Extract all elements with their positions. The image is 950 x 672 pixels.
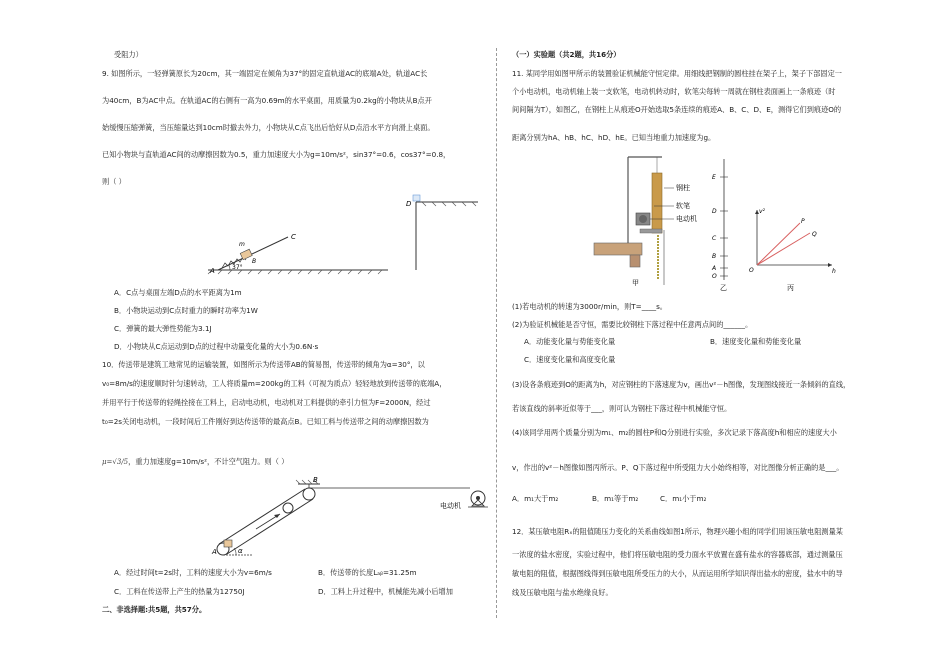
- q11-caption-bing: 丙: [787, 284, 794, 292]
- q9-label-b: B: [252, 258, 257, 265]
- q9-label-c: C: [291, 233, 296, 241]
- subsection-header-experiment: （一）实验题（共2题，共16分）: [512, 50, 621, 59]
- q11-part-4-option-a: A．m₁大于m₂: [512, 494, 559, 503]
- q9-label-m: m: [239, 241, 245, 248]
- q10-line-2: v₀=8m/s的速度顺时针匀速转动，工人将质量m=200kg的工料（可视为质点）轻轻地放到传送带的底端A，: [102, 379, 447, 388]
- q11-mark-b: B: [712, 253, 717, 260]
- q10-option-c: C．工料在传送带上产生的热量为12750J: [114, 587, 245, 596]
- q11-mark-e: E: [712, 174, 716, 181]
- q11-line-q-label: Q: [812, 231, 817, 238]
- q11-graph-y: v²: [759, 208, 765, 215]
- q9-option-a: A．C点与桌面左端D点的水平距离为1m: [114, 288, 242, 297]
- q9-option-b: B．小物块运动到C点时重力的瞬时功率为1W: [114, 306, 258, 315]
- q10-conveyor-figure: [210, 478, 500, 558]
- q11-apparatus-figure: [592, 155, 922, 290]
- q11-part-2-option-a: A．动能变化量与势能变化量: [524, 337, 616, 346]
- q10-label-b: B: [313, 476, 318, 484]
- q11-label-steel: 钢柱: [676, 184, 690, 192]
- q10-motor-label: 电动机: [440, 502, 461, 510]
- q11-part-2-option-c: C．速度变化量和高度变化量: [524, 355, 616, 364]
- q12-line-3: 敏电阻的阻值，根据图线得到压敏电阻所受压力的大小，从而运用所学知识得出盐水的密度，盐水中的导: [512, 569, 843, 578]
- q11-mark-o: O: [712, 273, 717, 280]
- q11-graph-origin: O: [749, 267, 754, 274]
- q9-line-2: 为40cm，B为AC中点。在轨道AC的右侧有一高为0.69m的水平桌面，用质量为0.2kg的小物块从B点开: [102, 96, 432, 105]
- q12-line-4: 线及压敏电阻与盐水绝缘良好。: [512, 588, 613, 597]
- q10-line-5-text: ，重力加速度g=10m/s²，不计空气阻力。则（ ）: [128, 457, 289, 466]
- q9-option-d: D．小物块从C点运动到D点的过程中动量变化量的大小为0.6N·s: [114, 342, 319, 351]
- q10-mu-formula: μ=√3/5: [102, 458, 129, 466]
- q11-line-1: 11. 某同学用如图甲所示的装置验证机械能守恒定律。用细线把钢制的圆柱挂在架子上，架子下部固定一: [512, 69, 842, 78]
- q11-caption-yi: 乙: [720, 284, 727, 292]
- q11-line-4: 距离分别为hA、hB、hC、hD、hE。已知当地重力加速度为g。: [512, 133, 716, 142]
- q9-line-3: 始缓慢压缩弹簧，当压缩量达到10cm时撤去外力，小物块从C点飞出后恰好从D点沿水平方向滑上桌面。: [102, 123, 435, 132]
- q10-line-1: 10．传送带是建筑工地常见的运输装置，如图所示为传送带AB的简易图，传送带的倾角为α=30°，以: [102, 360, 425, 369]
- q11-part-4-line-2: v，作出的v²－h图像如图丙所示。P、Q下落过程中所受阻力大小始终相等，对比图像分析正确的是___。: [512, 463, 844, 472]
- q9-label-angle: 37°: [232, 264, 243, 271]
- q11-part-2: (2)为验证机械能是否守恒，需要比较钢柱下落过程中任意两点间的______。: [512, 320, 753, 329]
- q11-part-4-option-c: C．m₁小于m₂: [660, 494, 707, 503]
- q10-line-5: [102, 457, 288, 467]
- q10-label-alpha: α: [238, 547, 243, 555]
- q11-label-motor: 电动机: [676, 215, 697, 223]
- q11-graph-x: h: [832, 268, 836, 275]
- q9-label-d: D: [406, 200, 412, 208]
- q11-part-4-line-1: (4)该同学用两个质量分别为m₁、m₂的圆柱P和Q分别进行实验，多次记录下落高度h和相应的速度大小: [512, 428, 837, 437]
- q11-line-2: 个小电动机，电动机轴上装一支软笔，电动机转动时，软笔尖每转一周就在钢柱表面画上一条痕迹（时: [512, 87, 836, 96]
- q10-option-b: B．传送带的长度Lₐᵦ=31.25m: [318, 568, 417, 577]
- q11-line-3: 间间隔为T），如图乙，在钢柱上从痕迹O开始选取5条连续的痕迹A、B、C、D、E，测得它们到痕迹O的: [512, 105, 842, 114]
- continued-line: 受阻力）: [114, 50, 143, 59]
- q11-mark-a: A: [712, 265, 717, 272]
- q10-option-a: A．经过时间t=2s时，工料的速度大小为v=6m/s: [114, 568, 272, 577]
- q11-mark-d: D: [712, 208, 717, 215]
- column-divider: [496, 48, 497, 618]
- q11-line-p-label: P: [801, 218, 805, 225]
- q9-line-1: 9. 如图所示，一轻弹簧原长为20cm，其一端固定在倾角为37°的固定直轨道AC的底端A处，轨道AC长: [102, 69, 428, 78]
- q9-line-5: 则（ ）: [102, 177, 126, 186]
- q9-label-a: A: [210, 267, 215, 275]
- q10-option-d: D．工料上升过程中，机械能先减小后增加: [318, 587, 453, 596]
- q11-part-4-option-b: B．m₁等于m₂: [592, 494, 639, 503]
- q10-line-4: t₀=2s关闭电动机，一段时间后工件刚好到达传送带的最高点B。已知工料与传送带之间的动摩擦因数为: [102, 417, 429, 426]
- q12-line-1: 12．某压敏电阻Rₓ的阻值随压力变化的关系曲线如图1所示，物理兴趣小组的同学们用该压敏电阻测量某: [512, 527, 843, 536]
- q11-part-3-line-1: (3)设各条痕迹到O的距离为h，对应钢柱的下落速度为v，画出v²－h图像，发现图线接近一条倾斜的直线，: [512, 380, 851, 389]
- q9-line-4: 已知小物块与直轨道AC间的动摩擦因数为0.5，重力加速度大小为g=10m/s²，sin37°=0.6，cos37°=0.8，: [102, 150, 451, 159]
- q12-line-2: 一浓度的盐水密度，实验过程中，他们将压敏电阻的受力面水平放置在盛有盐水的容器底部，通过测量压: [512, 550, 843, 559]
- section-header-nonchoice: 二、非选择题:共5题，共57分。: [102, 605, 207, 614]
- q11-caption-jia: 甲: [632, 279, 639, 287]
- q9-option-c: C．弹簧的最大弹性势能为3.1J: [114, 324, 212, 333]
- q11-part-2-option-b: B．速度变化量和势能变化量: [710, 337, 802, 346]
- q9-incline-figure: [208, 193, 498, 283]
- q11-mark-c: C: [712, 235, 717, 242]
- q11-part-3-line-2: 若该直线的斜率近似等于___，则可认为钢柱下落过程中机械能守恒。: [512, 404, 732, 413]
- q11-part-1: (1)若电动机的转速为3000r/min，则T=____s。: [512, 302, 667, 311]
- q11-label-pen: 软笔: [676, 202, 690, 210]
- q10-label-a: A: [212, 548, 217, 556]
- q10-line-3: 并用平行于传送带的轻绳拴接在工料上，启动电动机，电动机对工料提供的牵引力恒为F=2000N，经过: [102, 398, 431, 407]
